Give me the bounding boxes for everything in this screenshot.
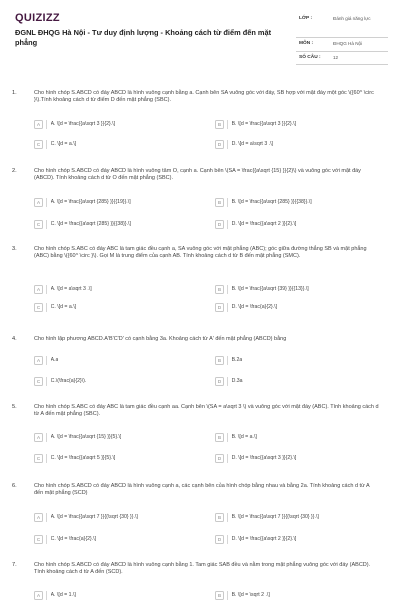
option-text: A. \[d = a\sqrt 3 .\] (50, 286, 92, 293)
option-c[interactable] (34, 139, 192, 150)
option-divider (46, 535, 47, 544)
option-divider (46, 303, 47, 312)
option-a[interactable] (34, 119, 192, 130)
option-letter: B (215, 120, 224, 129)
option-text: C.\(\frac{a}{2}\). (50, 378, 87, 385)
question-number: 3. (12, 246, 17, 252)
option-divider (46, 140, 47, 149)
question-number: 4. (12, 336, 17, 342)
option-text: D. \[d = a\sqrt 3 .\] (231, 141, 273, 148)
option-letter: C (34, 303, 43, 312)
option-divider (227, 285, 228, 294)
option-letter: A (34, 591, 43, 600)
option-a[interactable] (34, 284, 192, 295)
option-divider (46, 377, 47, 386)
option-b[interactable] (215, 432, 373, 443)
option-text: B. \[d = \frac{{a\sqrt 3 }}{2}.\] (231, 121, 297, 128)
option-divider (46, 454, 47, 463)
meta-value: Đánh giá năng lực (333, 16, 371, 21)
option-text: D.3a (231, 378, 243, 385)
option-letter: A (34, 356, 43, 365)
option-a[interactable] (34, 355, 192, 366)
option-letter: B (215, 433, 224, 442)
option-text: D. \[d = \frac{{a\sqrt 2 }}{2}.\] (231, 536, 297, 543)
question-number: 5. (12, 404, 17, 410)
option-letter: D (215, 220, 224, 229)
option-divider (227, 377, 228, 386)
option-c[interactable] (34, 219, 192, 230)
question-text: Cho hình lập phương ABCD.A'B'C'D' có cạnh bằng 3a. Khoảng cách từ A' đến mặt phẳng (ABCD) bằng (34, 336, 287, 342)
option-divider (227, 356, 228, 365)
meta-key: LỚP : (299, 16, 313, 21)
option-text: A.a (50, 357, 59, 364)
option-text: A. \[d = \frac{{a\sqrt 3 }}{2}.\] (50, 121, 116, 128)
option-b[interactable] (215, 355, 373, 366)
meta-subject-row (296, 38, 388, 52)
option-text: A. \[d = \frac{{a\sqrt {285} }}{{19}}.\] (50, 199, 131, 206)
option-text: A. \[d = 1.\] (50, 592, 76, 599)
option-text: B. \[d = \frac{{a\sqrt {39} }}{{13}}.\] (231, 286, 309, 293)
meta-count-row (296, 52, 388, 65)
option-divider (46, 198, 47, 207)
option-d[interactable] (215, 376, 373, 387)
option-d[interactable] (215, 534, 373, 545)
question-text: Cho hình chóp S.ABC có đáy ABC là tam giác đều cạnh aa. Cạnh bên \(SA = a\sqrt 3 \) và vuông góc với mặt đáy (ABC). Tính khoảng cách d từ A đến mặt phẳng (SBC). (34, 404, 379, 418)
option-divider (227, 591, 228, 600)
option-letter: B (215, 513, 224, 522)
question-number: 6. (12, 483, 17, 489)
worksheet-meta (296, 13, 388, 65)
option-b[interactable] (215, 590, 373, 600)
meta-class-row (296, 13, 388, 38)
option-letter: A (34, 513, 43, 522)
meta-key: SỐ CÂU : (299, 55, 321, 60)
option-text: C. \[d = \frac{{a\sqrt {285} }}{{38}}.\] (50, 221, 131, 228)
option-d[interactable] (215, 139, 373, 150)
option-letter: C (34, 454, 43, 463)
option-letter: D (215, 303, 224, 312)
option-divider (46, 220, 47, 229)
option-text: D. \[d = \frac{{a\sqrt 3 }}{2}.\] (231, 455, 297, 462)
option-letter: A (34, 433, 43, 442)
option-letter: A (34, 285, 43, 294)
option-b[interactable] (215, 197, 373, 208)
option-letter: B (215, 285, 224, 294)
option-divider (46, 513, 47, 522)
option-d[interactable] (215, 302, 373, 313)
option-c[interactable] (34, 376, 192, 387)
option-letter: A (34, 120, 43, 129)
option-a[interactable] (34, 512, 192, 523)
meta-value: ĐHQG Hà Nội (333, 41, 363, 46)
option-b[interactable] (215, 119, 373, 130)
option-text: B. \[d = a.\] (231, 434, 257, 441)
option-text: B. \[d = \frac{{a\sqrt {285} }}{{38}}.\] (231, 199, 312, 206)
option-text: A. \[d = \frac{{a\sqrt {15} }}{5}.\] (50, 434, 122, 441)
option-letter: D (215, 140, 224, 149)
option-c[interactable] (34, 453, 192, 464)
option-letter: C (34, 140, 43, 149)
question-text: Cho hình chóp S.ABCD có đáy ABCD là hình vuông cạnh bằng a. Cạnh bên SA vuông góc với đáy, SB hợp với mặt đáy một góc \({60^ \circ }\).Tính khoảng cách d từ điểm D đến mặt phẳng (SBC). (34, 90, 374, 104)
question-number: 7. (12, 562, 17, 568)
option-text: D. \[d = \frac{{a\sqrt 2 }}{2}.\] (231, 221, 297, 228)
question-text: Cho hình chóp S.ABCD có đáy ABCD là hình vuông cạnh a, các cạnh bên của hình chóp bằng nhau và bằng 2a. Tính khoảng cách d từ A đến mặt phẳng (SCD) (34, 483, 370, 497)
option-text: B.2a (231, 357, 243, 364)
option-letter: C (34, 220, 43, 229)
option-letter: D (215, 535, 224, 544)
option-c[interactable] (34, 302, 192, 313)
option-divider (227, 513, 228, 522)
option-letter: B (215, 198, 224, 207)
option-a[interactable] (34, 197, 192, 208)
option-divider (227, 120, 228, 129)
option-divider (227, 454, 228, 463)
option-text: C. \[d = a.\] (50, 304, 77, 311)
option-letter: A (34, 198, 43, 207)
option-text: B. \[d = \frac{{a\sqrt 7 }}{{\sqrt {30} }}.\] (231, 514, 319, 521)
option-text: A. \[d = \frac{{a\sqrt 7 }}{{\sqrt {30} }}.\] (50, 514, 138, 521)
option-divider (227, 535, 228, 544)
option-text: B. \[d = \sqrt 2 .\] (231, 592, 270, 599)
option-divider (46, 285, 47, 294)
option-letter: B (215, 356, 224, 365)
option-letter: C (34, 377, 43, 386)
option-text: C. \[d = a.\] (50, 141, 77, 148)
option-divider (46, 433, 47, 442)
option-letter: D (215, 454, 224, 463)
option-d[interactable] (215, 453, 373, 464)
option-divider (227, 198, 228, 207)
option-divider (46, 591, 47, 600)
option-letter: B (215, 591, 224, 600)
option-divider (227, 220, 228, 229)
option-b[interactable] (215, 512, 373, 523)
option-letter: C (34, 535, 43, 544)
worksheet-title: ĐGNL ĐHQG Hà Nội - Tư duy định lượng - Khoảng cách từ điểm đến mặt phẳng (15, 28, 272, 47)
question-text: Cho hình chóp S.ABC có đáy ABC là tam giác đều cạnh a, SA vuông góc với mặt phẳng (ABC); góc giữa đường thẳng SB và mặt phẳng (ABC) bằng \({60^ \circ }\). Gọi M là trung điểm của cạnh AB. Tính khoảng cách d từ B đến mặt phẳng (SMC). (34, 246, 367, 260)
question-number: 1. (12, 90, 17, 96)
quizizz-logo: QUIZIZZ (15, 12, 60, 24)
option-letter: D (215, 377, 224, 386)
question-text: Cho hình chóp S.ABCD có đáy ABCD là hình vuông cạnh bằng 1. Tam giác SAB đều và nằm trong mặt phẳng vuông góc với đáy (ABCD). Tính khoảng cách d từ A đến (SCD). (34, 562, 371, 576)
option-divider (227, 433, 228, 442)
option-divider (46, 120, 47, 129)
question-text: Cho hình chóp S.ABCD có đáy ABCD là hình vuông tâm O, cạnh a. Cạnh bên \(SA = \frac{{a\sqrt {15} }}{2}\) và vuông góc với mặt đáy (ABCD). Tính khoảng cách d từ O đến mặt phẳng (SBC). (34, 168, 361, 182)
option-b[interactable] (215, 284, 373, 295)
option-a[interactable] (34, 432, 192, 443)
option-c[interactable] (34, 534, 192, 545)
option-text: D. \[d = \frac{a}{2}.\] (231, 304, 278, 311)
question-number: 2. (12, 168, 17, 174)
option-divider (227, 303, 228, 312)
meta-key: MÔN : (299, 41, 314, 46)
option-a[interactable] (34, 590, 192, 600)
option-d[interactable] (215, 219, 373, 230)
option-text: C. \[d = \frac{a}{2}.\] (50, 536, 97, 543)
meta-value: 12 (333, 55, 339, 60)
option-divider (46, 356, 47, 365)
option-divider (227, 140, 228, 149)
option-text: C. \[d = \frac{{a\sqrt 5 }}{5}.\] (50, 455, 116, 462)
